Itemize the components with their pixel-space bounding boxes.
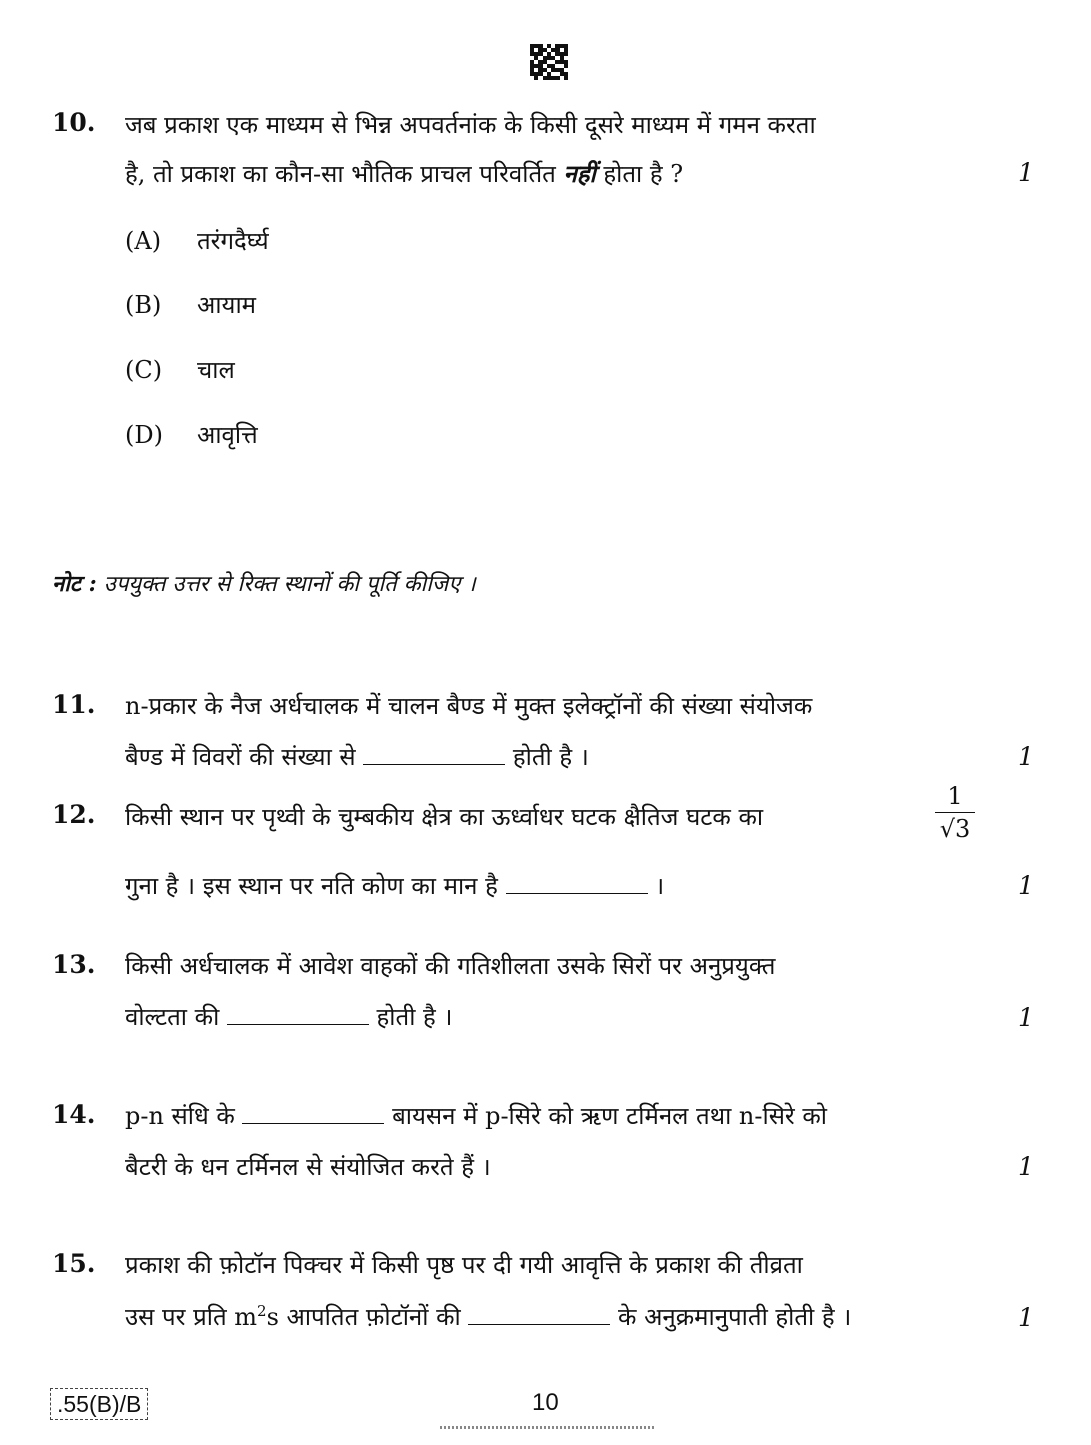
- question-14-text-b: बायसन में p-सिरे को ऋण टर्मिनल तथा n-सिरे को: [384, 1102, 828, 1130]
- question-12-line-2: [125, 869, 664, 902]
- question-13-line-1: किसी अर्धचालक में आवेश वाहकों की गतिशीलता उसके सिरों पर अनुप्रयुक्त: [125, 952, 776, 980]
- question-15-number: 15.: [52, 1249, 96, 1278]
- question-13-line-2: [125, 1000, 453, 1033]
- question-14-line-1: [125, 1099, 827, 1132]
- question-11-line-1: n-प्रकार के नैज अर्धचालक में चालन बैण्ड में मुक्त इलेक्ट्रॉनों की संख्या संयोजक: [125, 692, 813, 720]
- question-10-emphasis: नहीं: [563, 159, 596, 188]
- question-14-marks: 1: [1018, 1152, 1034, 1181]
- paper-code: .55(B)/B: [50, 1388, 148, 1420]
- option-b-label: (B): [125, 291, 162, 319]
- question-12-text-a: गुना है । इस स्थान पर नति कोण का मान है: [125, 872, 506, 900]
- question-14-line-2: बैटरी के धन टर्मिनल से संयोजित करते हैं ।: [125, 1153, 491, 1181]
- option-a: [125, 224, 269, 257]
- option-b-text: आयाम: [197, 291, 257, 319]
- question-13-text-b: होती है ।: [368, 1003, 453, 1031]
- answer-blank: [363, 742, 505, 765]
- question-15-text-a: उस पर प्रति m: [125, 1303, 258, 1331]
- question-10-line-1: जब प्रकाश एक माध्यम से भिन्न अपवर्तनांक के किसी दूसरे माध्यम में गमन करता: [125, 111, 816, 139]
- option-d: [125, 418, 258, 451]
- question-10-text-a: है, तो प्रकाश का कौन-सा भौतिक प्राचल परिवर्तित: [125, 160, 564, 188]
- note-label: नोट :: [52, 571, 97, 597]
- superscript-2: 2: [257, 1302, 267, 1320]
- question-15-marks: 1: [1018, 1303, 1034, 1332]
- question-10-marks: 1: [1018, 158, 1034, 187]
- question-11-text-a: बैण्ड में विवरों की संख्या से: [125, 743, 364, 771]
- question-13-number: 13.: [52, 950, 96, 979]
- option-c-text: चाल: [197, 356, 235, 384]
- option-c-label: (C): [125, 356, 163, 384]
- answer-blank: [242, 1101, 384, 1124]
- question-15-line-2: [125, 1300, 851, 1333]
- page-number: 10: [532, 1389, 559, 1416]
- question-11-number: 11.: [52, 690, 96, 719]
- question-13-text-a: वोल्टता की: [125, 1003, 227, 1031]
- question-12-text-b: ।: [647, 872, 665, 900]
- question-14-text-a: p-n संधि के: [125, 1102, 243, 1130]
- option-a-label: (A): [125, 227, 162, 255]
- instruction-note: [52, 568, 476, 598]
- question-12-line-1: किसी स्थान पर पृथ्वी के चुम्बकीय क्षेत्र का ऊर्ध्वाधर घटक क्षैतिज घटक का: [125, 803, 764, 831]
- question-11-text-b: होती है ।: [505, 743, 589, 771]
- question-10-text-b: होता है ?: [595, 160, 684, 188]
- answer-blank: [506, 871, 648, 894]
- question-11-marks: 1: [1018, 742, 1034, 771]
- question-12-marks: 1: [1018, 871, 1034, 900]
- option-d-label: (D): [125, 421, 163, 449]
- fraction-denominator: √3: [939, 815, 971, 843]
- qr-code-icon: [530, 44, 568, 80]
- question-13-marks: 1: [1018, 1003, 1034, 1032]
- question-11-line-2: [125, 740, 589, 773]
- question-10-line-2: [125, 157, 683, 190]
- fraction-bar: [935, 812, 975, 813]
- fraction-numerator: 1: [947, 782, 963, 810]
- option-d-text: आवृत्ति: [197, 421, 258, 449]
- answer-blank: [227, 1002, 369, 1025]
- question-10-number: 10.: [52, 108, 96, 137]
- question-15-line-1: प्रकाश की फ़ोटॉन पिक्चर में किसी पृष्ठ पर दी गयी आवृत्ति के प्रकाश की तीव्रता: [125, 1251, 803, 1279]
- question-14-number: 14.: [52, 1100, 96, 1129]
- note-text: उपयुक्त उत्तर से रिक्त स्थानों की पूर्ति कीजिए ।: [96, 572, 476, 597]
- question-15-text-b: s आपतित फ़ोटॉनों की: [266, 1303, 469, 1331]
- option-c: [125, 353, 235, 386]
- fraction-one-over-root-three: [935, 782, 975, 843]
- option-a-text: तरंगदैर्घ्य: [197, 227, 269, 255]
- footer-microtext-strip: [440, 1426, 655, 1429]
- question-15-text-c: के अनुक्रमानुपाती होती है ।: [610, 1303, 852, 1331]
- answer-blank: [468, 1302, 610, 1325]
- question-12-number: 12.: [52, 800, 96, 829]
- option-b: [125, 288, 256, 321]
